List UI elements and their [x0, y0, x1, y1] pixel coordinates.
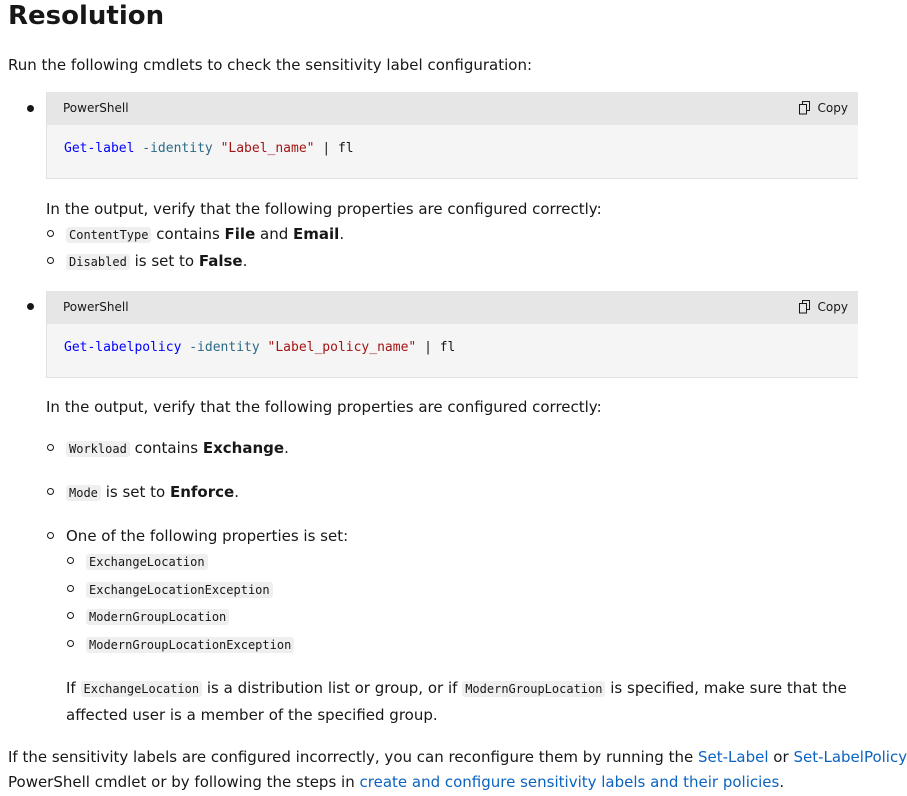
item-bold: False: [198, 252, 243, 270]
footer-text: If the sensitivity labels are configured incorrectly, you can reconfigure them by running the: [8, 748, 694, 766]
set-label-link[interactable]: Set-Label: [698, 748, 769, 766]
item-text: contains: [134, 439, 199, 457]
copy-button[interactable]: [799, 299, 848, 315]
sub-list-item: [86, 579, 273, 600]
item-bold: Enforce: [169, 483, 235, 501]
footer-text: or: [773, 748, 789, 766]
item-punct: .: [284, 439, 289, 457]
verify-text-1: In the output, verify that the following properties are configured correctly:: [46, 200, 602, 218]
page-title: Resolution: [8, 1, 165, 31]
note-line-1: [66, 678, 847, 699]
copy-button[interactable]: [799, 100, 848, 116]
code-string: "Label_name": [220, 141, 315, 156]
list-bullet: [67, 585, 74, 592]
set-labelpolicy-link[interactable]: Set-LabelPolicy: [793, 748, 907, 766]
list-bullet: [67, 612, 74, 619]
item-text: is set to: [105, 483, 166, 501]
inline-code: Mode: [66, 485, 101, 501]
item-punct: .: [234, 483, 239, 501]
note-line-2: affected user is a member of the specified group.: [66, 706, 438, 724]
verify-text-2: In the output, verify that the following properties are configured correctly:: [46, 398, 602, 416]
copy-icon: [799, 300, 812, 314]
footer-line-2: [8, 772, 784, 792]
list-item: [66, 251, 247, 272]
inline-code: ModernGroupLocationException: [86, 637, 294, 653]
list-bullet: [47, 230, 54, 237]
copy-label: Copy: [817, 300, 848, 314]
code-header: [47, 92, 858, 125]
footer-text: PowerShell cmdlet or by following the steps in: [8, 773, 355, 791]
code-string: "Label_policy_name": [267, 340, 417, 355]
code-rest: | fl: [322, 141, 354, 156]
code-line: [64, 339, 455, 356]
list-item: [66, 482, 239, 503]
sub-list-item: [86, 551, 208, 572]
code-rest: | fl: [424, 340, 456, 355]
list-item: [66, 438, 289, 459]
inline-code: Disabled: [66, 254, 130, 270]
item-bold: File: [224, 225, 256, 243]
inline-code: ModernGroupLocation: [86, 609, 229, 625]
code-cmdlet: Get-label: [64, 141, 135, 156]
inline-code: ExchangeLocation: [86, 554, 208, 570]
code-param: -identity: [142, 141, 213, 156]
code-language: PowerShell: [63, 300, 129, 314]
code-block-get-labelpolicy: [46, 291, 858, 378]
inline-code: ModernGroupLocation: [462, 681, 605, 697]
item-bold: Email: [293, 225, 340, 243]
inline-code: Workload: [66, 441, 130, 457]
item-bold: Exchange: [202, 439, 285, 457]
code-header: [47, 291, 858, 324]
list-bullet: [67, 640, 74, 647]
sub-list-item: [86, 606, 229, 627]
list-bullet: [47, 444, 54, 451]
list-bullet: [47, 532, 54, 539]
sensitivity-labels-link[interactable]: create and configure sensitivity labels and their policies: [359, 773, 780, 791]
footer-line-1: [8, 747, 907, 767]
footer-punct: .: [779, 773, 785, 791]
list-bullet: [47, 257, 54, 264]
copy-label: Copy: [817, 101, 848, 115]
code-cmdlet: Get-labelpolicy: [64, 340, 182, 355]
item-text: contains: [156, 225, 220, 243]
intro-text: Run the following cmdlets to check the sensitivity label configuration:: [8, 56, 533, 74]
code-block-get-label: [46, 92, 858, 179]
item-text: is set to: [134, 252, 195, 270]
list-item: [66, 224, 344, 245]
list-bullet: [67, 557, 74, 564]
inline-code: ExchangeLocationException: [86, 582, 273, 598]
note-text: If: [66, 679, 76, 697]
inline-code: ExchangeLocation: [81, 681, 203, 697]
list-bullet: [27, 303, 34, 310]
sub-list-item: [86, 634, 294, 655]
note-text: is specified, make sure that the: [610, 679, 847, 697]
one-of-text: One of the following properties is set:: [66, 527, 349, 545]
copy-icon: [799, 101, 812, 115]
item-punct: .: [242, 252, 248, 270]
code-param: -identity: [189, 340, 260, 355]
note-text: is a distribution list or group, or if: [206, 679, 458, 697]
item-text: and: [260, 225, 289, 243]
item-punct: .: [339, 225, 345, 243]
code-line: [64, 140, 354, 157]
code-language: PowerShell: [63, 101, 129, 115]
list-bullet: [47, 488, 54, 495]
list-bullet: [27, 105, 34, 112]
inline-code: ContentType: [66, 227, 151, 243]
